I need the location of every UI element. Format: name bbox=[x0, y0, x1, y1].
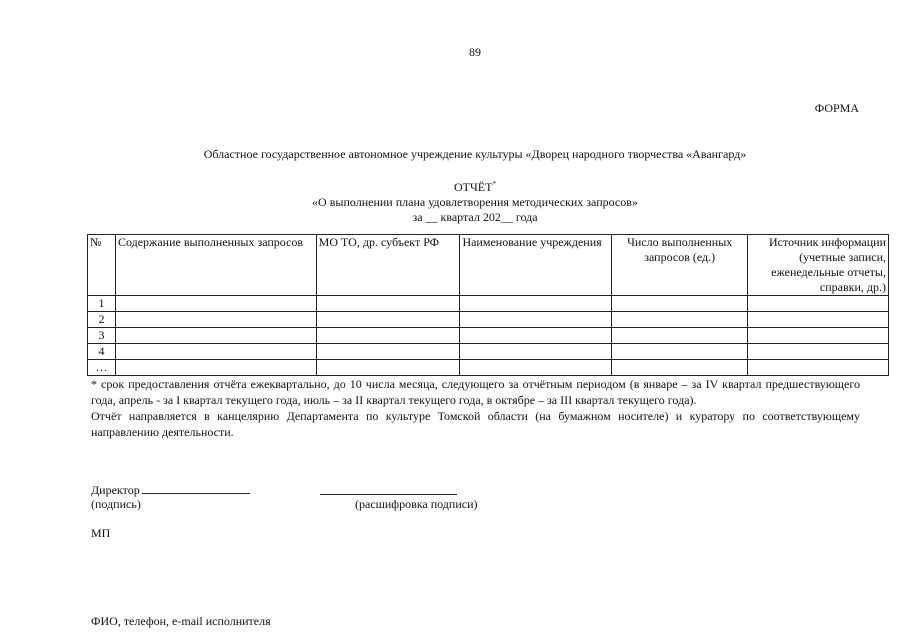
table-cell[interactable] bbox=[748, 344, 889, 360]
header-municipality: МО ТО, др. субъект РФ bbox=[316, 235, 460, 296]
table-row bbox=[88, 344, 889, 360]
signature-line bbox=[142, 482, 250, 494]
footnote-mark: * bbox=[91, 377, 97, 391]
signature-caption: (подпись) bbox=[91, 497, 141, 511]
table-row bbox=[88, 312, 889, 328]
table-cell[interactable] bbox=[316, 312, 460, 328]
table-cell[interactable] bbox=[316, 328, 460, 344]
footnote-deadline-text: срок предоставления отчёта ежеквартально, до 10 числа месяца, следующего за отчётным периодом (в январе – за IV квартал предшествующего года, апрель - за I квартал текущего года, июль – за II квартал текущего года, в октябре – за III квартал текущего года). bbox=[91, 377, 860, 407]
header-number: № bbox=[88, 235, 116, 296]
header-request-count: Число выполненных запросов (ед.) bbox=[612, 235, 748, 296]
table-cell[interactable] bbox=[316, 344, 460, 360]
table-cell[interactable] bbox=[316, 296, 460, 312]
report-heading bbox=[0, 177, 905, 225]
table-cell[interactable] bbox=[612, 328, 748, 344]
footnote-delivery: Отчёт направляется в канцелярию Департамента по культуре Томской области (на бумажном носителе) и куратору по соответствующему направлению деятельности. bbox=[91, 409, 860, 439]
table-cell[interactable] bbox=[748, 296, 889, 312]
table-cell[interactable] bbox=[748, 360, 889, 376]
form-label: ФОРМА bbox=[814, 101, 859, 115]
table-header-row bbox=[88, 235, 889, 296]
report-title: ОТЧЁТ bbox=[454, 180, 493, 194]
row-number: 3 bbox=[88, 328, 116, 344]
footnote bbox=[91, 376, 860, 440]
table-cell[interactable] bbox=[460, 312, 612, 328]
signature-decode-caption: (расшифровка подписи) bbox=[355, 497, 478, 511]
organization-name: Областное государственное автономное учреждение культуры «Дворец народного творчества «Авангард» bbox=[203, 147, 747, 161]
table-row bbox=[88, 360, 889, 376]
page-number: 89 bbox=[469, 45, 481, 59]
table-cell[interactable] bbox=[460, 344, 612, 360]
table-cell[interactable] bbox=[460, 296, 612, 312]
table-cell[interactable] bbox=[748, 328, 889, 344]
header-institution: Наименование учреждения bbox=[460, 235, 612, 296]
row-number: … bbox=[88, 360, 116, 376]
table-row bbox=[88, 328, 889, 344]
footnote-deadline bbox=[91, 376, 860, 408]
table-cell[interactable] bbox=[612, 312, 748, 328]
table-cell[interactable] bbox=[115, 328, 316, 344]
table-cell[interactable] bbox=[115, 296, 316, 312]
report-table bbox=[87, 234, 889, 376]
table-cell[interactable] bbox=[612, 360, 748, 376]
table-row bbox=[88, 296, 889, 312]
row-number: 2 bbox=[88, 312, 116, 328]
table-cell[interactable] bbox=[460, 328, 612, 344]
table-cell[interactable] bbox=[115, 312, 316, 328]
header-info-source: Источник информации (учетные записи, еженедельные отчеты, справки, др.) bbox=[748, 235, 889, 296]
table-cell[interactable] bbox=[612, 296, 748, 312]
table-cell[interactable] bbox=[115, 344, 316, 360]
director-label: Директор bbox=[91, 483, 140, 497]
executor-label: ФИО, телефон, e-mail исполнителя bbox=[91, 614, 271, 628]
table-cell[interactable] bbox=[316, 360, 460, 376]
table-cell[interactable] bbox=[748, 312, 889, 328]
table-cell[interactable] bbox=[115, 360, 316, 376]
row-number: 4 bbox=[88, 344, 116, 360]
director-signature-row bbox=[91, 482, 250, 498]
header-request-content: Содержание выполненных запросов bbox=[115, 235, 316, 296]
stamp-label: МП bbox=[91, 526, 111, 540]
report-subtitle: «О выполнении плана удовлетворения методических запросов» bbox=[312, 195, 638, 209]
row-number: 1 bbox=[88, 296, 116, 312]
signature-decode-line bbox=[320, 482, 457, 495]
report-title-footnote-mark: * bbox=[492, 180, 496, 188]
table-cell[interactable] bbox=[460, 360, 612, 376]
report-period: за __ квартал 202__ года bbox=[412, 210, 538, 224]
table-cell[interactable] bbox=[612, 344, 748, 360]
